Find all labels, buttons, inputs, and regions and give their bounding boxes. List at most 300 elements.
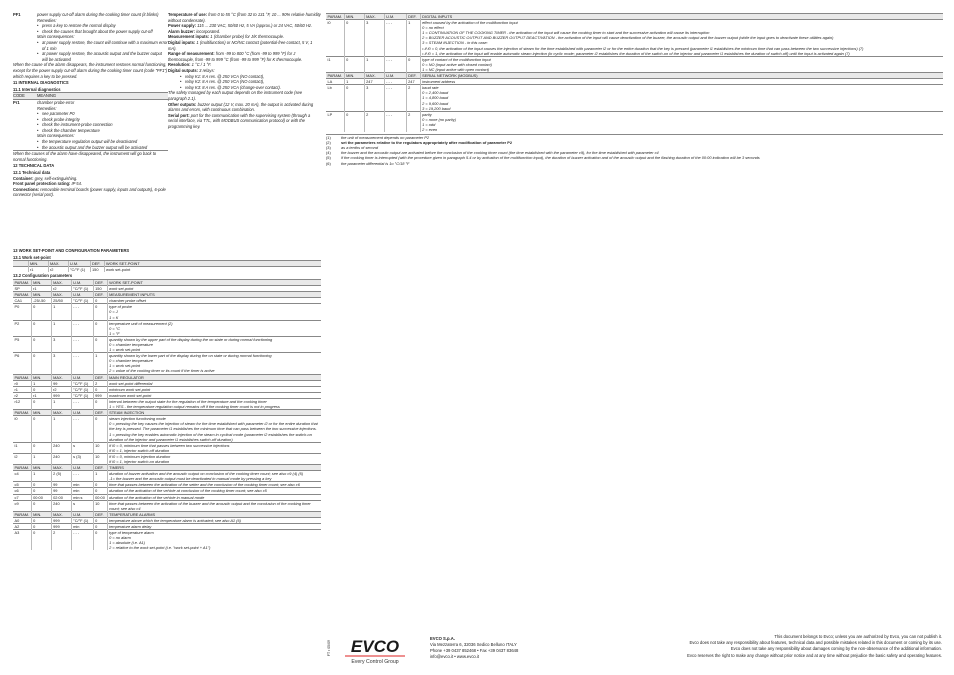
col-header: MIN.: [31, 511, 51, 517]
col-header: PARAM.: [327, 73, 343, 79]
column-3: [326, 12, 943, 166]
col-header: MAX.: [51, 279, 71, 285]
col-header: MIN.: [344, 73, 364, 79]
param-value: min:s: [71, 494, 93, 500]
table-row: [13, 304, 321, 320]
subsection-heading: 13.1 Work set-point: [13, 254, 51, 260]
table-row: [13, 416, 321, 442]
col-header: MEASUREMENT INPUTS: [107, 292, 321, 298]
section-heading: 12 TECHNICAL DATA: [13, 163, 55, 169]
param-description: time that passes between the activation of the buzzer and the acoustic output and the conclusion of the cooking timer count; see also c4: [107, 500, 321, 511]
param-value: 10: [93, 442, 107, 453]
param-description: type of contact of the multifunction input 0 = NO (input active with closed contact) 1 = NC (input active with open contact): [420, 56, 943, 72]
subsection-heading: 12.1 Technical data: [13, 170, 51, 176]
spec-power: Power supply: 115 ... 230 VAC, 50/60 Hz, 5 VA (approx.) or 24 VAC, 50/60 Hz.: [168, 23, 313, 29]
param-code: LP: [326, 111, 344, 132]
col-header: U.M.: [71, 410, 93, 416]
param-value: 999: [93, 392, 107, 398]
param-code: r2: [13, 392, 31, 398]
spec-serial-port: Serial port: port for the communication with the supervising system (through a serial interface, via TTL, with MODBUS communication protocol) or with the programming key.: [168, 112, 311, 129]
param-value: 10: [93, 453, 107, 464]
param-value: °C/°F (1): [71, 386, 93, 392]
param-value: 0: [93, 336, 107, 352]
column-1: [13, 12, 168, 198]
consequences-label: Main consequences:: [37, 133, 75, 139]
param-value: 0: [31, 304, 51, 320]
param-description: quantity shown by the upper part of the display during the on state or during normal functioning 0 = chamber temperature 1 = work set-point: [107, 336, 321, 352]
param-value: 150: [93, 286, 107, 292]
param-value: - - -: [384, 20, 406, 57]
spec-connections: Connections: removable terminal boards (power supply, inputs and outputs), 6-pole connector (serial port).: [13, 186, 166, 198]
list-item: • at power supply restore, the acoustic output and the buzzer output will be activated: [37, 51, 162, 62]
param-value: 0: [344, 56, 364, 72]
col-header: PARAM.: [14, 374, 30, 380]
param-value: 247: [364, 79, 384, 85]
col-header: PARAM.: [14, 292, 30, 298]
spec-other-outputs: Other outputs: buzzer output (12 V, max. 20 mA), the output is activated during alarms and errors, with continuous combination.: [168, 101, 314, 113]
param-value: 0: [344, 85, 364, 111]
table-row: [13, 530, 321, 551]
spec-digital-inputs: Digital inputs: 1 (multifunction) or NO/NC contact (potential-free contact, 5 V, 1 mA).: [168, 39, 313, 51]
section-heading: 13 WORK SET-POINT AND CONFIGURATION PARAMETERS: [13, 248, 130, 253]
param-code: i1: [326, 56, 344, 72]
logo-mark: [343, 635, 407, 665]
footnote-text: the buzzer and the acoustic output are activated before the conclusion of the cooking timer count (the time established with the parameter c9), for the time established with parameter c4: [341, 150, 659, 156]
param-value: 02:00: [51, 494, 71, 500]
footnote: [326, 161, 943, 166]
param-description: quantity shown by the lower part of the display during the on state or during normal functioning 0 = chamber temperature 1 = work set-point 2 = value of the cooking timer or its count if the timer is active: [107, 353, 321, 374]
param-value: - - -: [71, 416, 93, 442]
col-header: MAX.: [51, 292, 71, 298]
param-value: 0: [93, 304, 107, 320]
param-value: 999: [51, 392, 71, 398]
param-value: 0: [31, 353, 51, 374]
param-code: A2: [13, 524, 31, 530]
param-value: - - -: [71, 336, 93, 352]
company-address: Via Mezzaterra 6, 32036 Sedico Belluno ITALY: [430, 642, 517, 647]
param-value: 0: [31, 530, 51, 551]
pf1-entry: [13, 12, 168, 62]
param-description: interval between the output state for the regulation of the temperature and the cooking timer 1 = YES - the temperature regulation output remains off if the cooking timer count is not in progress: [107, 398, 321, 409]
param-value: - - -: [71, 353, 93, 374]
param-value: 999: [51, 524, 71, 530]
param-description: instrument address: [420, 79, 943, 85]
param-value: s: [71, 442, 93, 453]
param-value: 1: [51, 416, 71, 442]
param-value: 0: [31, 416, 51, 442]
param-value: 240: [51, 500, 71, 511]
param-value: 3: [51, 353, 71, 374]
param-value: °C/°F (1): [71, 298, 93, 304]
spec-container: Container: grey, self-extinguishing.: [13, 175, 78, 181]
param-value: 0: [31, 482, 51, 488]
col-header: MIN.: [31, 465, 51, 471]
col-header: MAX.: [51, 511, 71, 517]
spec-range: Range of measurement: from -99 to 800 °C (from -99 to 999 °F) for J thermocouple, from -99 to 999 °C (from -99 to 999 °F) for K thermocouple.: [168, 51, 303, 62]
footnote-marker: (6): [326, 160, 331, 166]
param-value: 0: [93, 298, 107, 304]
subsection-heading: 11.1 Internal diagnostics: [13, 86, 61, 92]
list-item: • press a key to restore the normal display: [37, 23, 116, 29]
spec-resolution: Resolution: 1 °C / 1 °F.: [168, 62, 212, 68]
param-value: 1: [93, 471, 107, 482]
param-code: A0: [13, 517, 31, 523]
section-heading: 11 INTERNAL DIAGNOSTICS: [13, 80, 69, 86]
param-description: time that passes between the activation of the setter and the conclusion of the cooking timer count; see also c6: [107, 482, 321, 488]
pr1-note: When the causes of the alarm have disappeared, the instrument will go back to normal functioning.: [13, 150, 168, 162]
param-value: 1: [51, 320, 71, 336]
param-value: 1: [93, 353, 107, 374]
param-value: - - -: [71, 471, 93, 482]
col-header: PARAM.: [14, 465, 30, 471]
param-description: minimum work set-point: [107, 386, 321, 392]
list-item: • relay K3: 8 A res. @ 250 VCA (change-over contact).: [180, 84, 281, 90]
col-header: DEF.: [93, 511, 107, 517]
param-value: 99: [51, 380, 71, 386]
param-value: 0: [31, 320, 51, 336]
list-item: • the temperature regulation output will be deactivated: [37, 139, 138, 145]
param-value: 1: [31, 471, 51, 482]
col-header: PARAM.: [327, 14, 343, 19]
param-code: P2: [13, 320, 31, 336]
col-header: U.M.: [71, 292, 93, 298]
param-description: parity 0 = none (no parity) 1 = odd 2 = even: [420, 111, 943, 132]
relay-note: The safety managed by each output depends on the instrument code (see paragraph 2.1).: [168, 90, 303, 101]
table-row: [326, 111, 943, 132]
param-value: 0: [31, 524, 51, 530]
param-description: temperature alarm delay: [107, 524, 321, 530]
company-name: EVCO S.p.A.: [430, 636, 455, 641]
param-value: min: [71, 488, 93, 494]
param-value: 0: [31, 500, 51, 511]
col-header: PARAM.: [14, 279, 30, 285]
column-2: [168, 12, 321, 129]
param-value: 0: [406, 56, 420, 72]
param-value: 10: [93, 500, 107, 511]
param-value: 1: [51, 304, 71, 320]
param-value: °C/°F (1): [71, 392, 93, 398]
param-value: 25/50: [51, 298, 71, 304]
footnote-text: the unit of measurement depends on parameter P2: [341, 135, 430, 141]
table-row: [326, 85, 943, 111]
param-value: 2: [51, 530, 71, 551]
col-header: DIGITAL INPUTS: [420, 14, 943, 20]
table-row: [13, 442, 321, 453]
col-header: WORK SET-POINT: [107, 279, 321, 285]
footnote-text: as a tenths of second: [341, 145, 378, 151]
param-description: type of probe 0 = J 1 = K: [107, 304, 321, 320]
param-value: °C/°F (1): [71, 380, 93, 386]
param-value: 999: [51, 517, 71, 523]
param-value: - - -: [71, 304, 93, 320]
param-code: P5: [13, 336, 31, 352]
col-header: U.M.: [384, 73, 406, 79]
param-value: 0: [31, 517, 51, 523]
param-value: - - -: [71, 398, 93, 409]
param-code: r0: [13, 380, 31, 386]
col-header: DEF.: [93, 374, 107, 380]
param-description: temperature above which the temperature alarm is activated; see also A1 (6): [107, 517, 321, 523]
param-description: effect caused by the activation of the multifunction input 0 = no effect 1 = CONTINUATION OF THE COOKING TIMER - the activation of the input will cause the cooking timer to start and the successive activation will cause its interruption 2 = BUZZER ACOUSTIC OUTPUT AND BUZZER OUTPUT DEACTIVATION - the activation of the input will cause deactivation of the buzzer, the acoustic output and the buzzer output (while the input goes to deactivate these utilities again) 3 = STEAM INJECTION - in this case: • if i0 = 0, the activation of the input causes the injection of steam for the time established with parameter i2 or for the entire duration that the key is pressed (parameter i1 establishes the minimum time that can pass between the two successive injections) (7) • if i0 = 1, the activation of the input will enable automatic steam injection (in cyclic mode; parameter i2 establishes the duration of the switch-on of the injector and parameter i1 establishes the duration of switch-off) until the input is activated again (7): [420, 20, 943, 57]
param-value: - - -: [71, 320, 93, 336]
param-code: Lb: [326, 85, 344, 111]
col-header: DEF.: [93, 410, 107, 416]
legal-line: Evco does not take any responsibility about features, technical data and possible mistakes related in this document or coming by its use.: [689, 640, 942, 646]
col-header: SERIAL NETWORK (MODBUS): [420, 73, 943, 79]
param-code: A3: [13, 530, 31, 551]
table-row: [13, 320, 321, 336]
param-value: 99: [51, 482, 71, 488]
pr1-entry: [13, 99, 168, 150]
param-value: 2: [406, 111, 420, 132]
col-header-meaning: MEANING: [37, 93, 57, 99]
param-value: - - -: [384, 79, 406, 85]
footnotes: [326, 134, 943, 166]
col-header: DEF.: [93, 465, 107, 471]
col-header: PARAM.: [14, 410, 30, 416]
param-description: baud rate 0 = 2,400 baud 1 = 4,800 baud 2 = 9,600 baud 3 = 19,200 baud: [420, 85, 943, 111]
consequences-label: Main consequences:: [37, 34, 75, 40]
col-header: U.M.: [71, 279, 93, 285]
company-web: info@evco.it • www.evco.it: [430, 654, 480, 659]
company-phone: Phone +39 0437 852468 • Fax +39 0437 83648: [430, 648, 519, 653]
param-value: 1: [31, 380, 51, 386]
param-description: steam injection functioning mode 0 = pressing the key causes the injection of steam for the time established with parameter i2 or for the entire duration that the key is pressed. The parameter i1 establishes the minimum time that can pass between the two successive injections. 1 = pressing the key enables automatic injection of the steam in cyclical mode (parameter i2 establishes the switch-on duration of the injector and parameter i1 establishes switch-off duration): [107, 416, 321, 442]
param-code: i0: [13, 416, 31, 442]
table-row: [13, 500, 321, 511]
list-item: • relay K2: 8 A res. @ 250 VCA (NO contact),: [180, 79, 265, 85]
subsection-heading: 13.2 Configuration parameters: [13, 273, 73, 279]
param-code: r12: [13, 398, 31, 409]
param-value: 1: [406, 20, 420, 57]
param-value: 0: [31, 488, 51, 494]
param-value: min: [71, 524, 93, 530]
param-code: i0: [326, 20, 344, 57]
config-parameters-table: [13, 279, 321, 551]
param-value: 2: [406, 85, 420, 111]
spec-temp-use: Temperature of use: from 0 to 55 °C (from 32 to 131 °F, 10 ... 90% relative humidity without condensate).: [168, 12, 321, 23]
param-description: duration of the activation of the vehicle in manual mode: [107, 494, 321, 500]
param-code: i2: [13, 453, 31, 464]
table-row: [326, 56, 943, 72]
param-value: 1: [31, 453, 51, 464]
col-header: DEF.: [406, 73, 420, 79]
param-value: min: [71, 482, 93, 488]
col-header: PARAM.: [14, 511, 30, 517]
legal-line: Evco does not take any responsibility about damages coming by the non-observance of the additional information.: [730, 646, 942, 652]
param-description: if i0 = 0, minimum injection duration if i0 = 1, injector switch-on duration: [107, 453, 321, 464]
param-value: 00:00: [93, 494, 107, 500]
footnote-marker: (1): [326, 135, 331, 141]
col-header: DEF.: [93, 292, 107, 298]
col-header: MIN.: [31, 410, 51, 416]
param-value: 0: [93, 482, 107, 488]
param-value: 0: [93, 524, 107, 530]
spec-buzzer: Alarm buzzer: incorporated.: [168, 28, 221, 34]
param-value: 240: [51, 442, 71, 453]
param-value: r1: [31, 392, 51, 398]
footnote-text: set the parameters relative to the regulators appropriately after modification of parameter P2: [341, 140, 513, 146]
list-item: • the acoustic output and the buzzer output will be activated: [37, 144, 148, 150]
edition-code: FT • 05/09: [327, 640, 331, 657]
logo-word: EVCO: [350, 637, 400, 656]
param-description: work set-point differential: [107, 380, 321, 386]
logo-tagline: Every Control Group: [351, 659, 399, 665]
table-row: [13, 471, 321, 482]
param-value: - - -: [71, 530, 93, 551]
col-header: TEMPERATURE ALARMS: [107, 511, 321, 517]
list-item: • check the causes that brought about the power supply cut-off: [37, 28, 153, 34]
param-value: s (3): [71, 453, 93, 464]
param-value: 1: [364, 56, 384, 72]
company-info: [430, 636, 518, 660]
footnote-text: if the cooking timer is interrupted (with the procedure given in paragraph 5.4 or by activation of the multifunction input), the duration of buzzer activation and of the acoustic output and the flashing duration of the 00:00 indication will be 3 seconds: [341, 155, 760, 161]
list-item: • check probe integrity: [37, 116, 80, 122]
param-value: r2: [51, 386, 71, 392]
param-description: duration of the activation of the vehicle at conclusion of the cooking timer count; see also c5: [107, 488, 321, 494]
col-header-code: CODE: [13, 93, 25, 99]
list-item: • at power supply restore, the count will continue with a maximum error of 1 min: [37, 39, 168, 51]
param-code: SP: [13, 286, 31, 292]
param-value: 2 (5): [51, 471, 71, 482]
param-value: 3: [364, 85, 384, 111]
param-value: 0: [31, 336, 51, 352]
pr1-description: chamber probe error: [37, 99, 75, 105]
param-value: 3: [364, 20, 384, 57]
col-header: MAIN REGULATOR: [107, 374, 321, 380]
legal-line: Evco reserves the right to make any change without prior notice and at any time without prejudice the basic safety and operating features.: [687, 652, 942, 658]
setpoint-table: [13, 260, 321, 272]
param-value: 99: [51, 488, 71, 494]
param-code: c6: [13, 488, 31, 494]
parameters-section: [13, 247, 321, 550]
param-value: 2: [364, 111, 384, 132]
col-header: MIN.: [31, 292, 51, 298]
col-header: MAX.: [364, 14, 384, 20]
param-value: - - -: [384, 111, 406, 132]
table-row: [13, 453, 321, 464]
param-value: 0: [93, 488, 107, 494]
table-row: [13, 398, 321, 409]
param-value: 0: [93, 320, 107, 336]
list-item: • check the instrument-probe connection: [37, 122, 113, 128]
param-code: i1: [13, 442, 31, 453]
param-description: maximum work set-point: [107, 392, 321, 398]
pf1-note: When the cause of the alarm disappears, the instrument restores normal functioning, except for the power supply cut-off alarm during the cooking timer count (code "PF1") which requires a key to be pressed.: [13, 62, 168, 79]
param-value: 0: [31, 386, 51, 392]
param-value: 1: [344, 79, 364, 85]
param-value: 0: [31, 398, 51, 409]
param-value: - - -: [384, 85, 406, 111]
param-value: r1: [31, 286, 51, 292]
param-code: c4: [13, 471, 31, 482]
param-code: P0: [13, 304, 31, 320]
pf1-code: PF1: [13, 12, 21, 17]
footnote-marker: (4): [326, 150, 331, 156]
col-header: MAX.: [51, 410, 71, 416]
col-header: U.M.: [71, 511, 93, 517]
col-header: STEAM INJECTION: [107, 410, 321, 416]
param-value: s: [71, 500, 93, 511]
col-header: TIMERS: [107, 465, 321, 471]
col-header: MAX.: [51, 465, 71, 471]
spec-digital-outputs: Digital outputs: 3 relays:: [168, 67, 215, 73]
footnote-text: the parameter differential is 1o °C/18 °F: [341, 160, 410, 166]
col-header: U.M.: [384, 14, 406, 20]
diag-table-header: [13, 92, 168, 99]
list-item: • relay K1: 8 A res. @ 250 VCA (NO contact),: [180, 73, 265, 79]
param-value: -25/-50: [31, 298, 51, 304]
param-value: 0: [93, 398, 107, 409]
legal-notice: [582, 634, 942, 659]
right-parameters-table: [326, 13, 943, 132]
param-value: 0: [344, 111, 364, 132]
col-header: U.M.: [71, 465, 93, 471]
param-code: c7: [13, 494, 31, 500]
param-value: °C/°F (1): [71, 286, 93, 292]
param-value: 3: [51, 336, 71, 352]
col-header: MIN.: [344, 14, 364, 20]
col-header: DEF.: [93, 279, 107, 285]
remedies-label: Remedies:: [37, 105, 57, 111]
col-header: DEF.: [406, 14, 420, 20]
param-description: chamber probe offset: [107, 298, 321, 304]
param-value: 1: [51, 398, 71, 409]
col-header: MIN.: [31, 374, 51, 380]
param-value: °C/°F (1): [71, 517, 93, 523]
param-value: 0: [31, 442, 51, 453]
remedies-label: Remedies:: [37, 17, 57, 23]
spec-measurement: Measurement inputs: 1 (chamber probe) for J/K thermocouple.: [168, 34, 285, 40]
pr1-code: Pr1: [13, 99, 20, 105]
table-row: [326, 20, 943, 57]
param-description: temperature unit of measurement (2) 0 = °C 1 = °F: [107, 320, 321, 336]
param-value: 0: [93, 416, 107, 442]
legal-line: This document belongs to Evco; unless you are authorized by Evco, you can not publish it.: [774, 634, 942, 639]
param-description: duration of buzzer activation and the acoustic output on conclusion of the cooking timer count; see also c9 (4) (5) -1= the buzzer and the acoustic output must be deactivated in manual mode by pressing a key: [107, 471, 321, 482]
param-code: P6: [13, 353, 31, 374]
evco-logo: [343, 635, 407, 665]
table-row: r1 r2 °C/°F (1) 150 work set-point: [13, 267, 321, 273]
param-code: c5: [13, 482, 31, 488]
param-description: type of temperature alarm 0 = no alarm 1 = absolute (i.e. A1) 2 = relative to the work set-point (i.e. "work set-point + A1"): [107, 530, 321, 551]
param-value: - - -: [384, 56, 406, 72]
param-value: 0: [344, 20, 364, 57]
param-value: r2: [51, 286, 71, 292]
param-value: 00:00: [31, 494, 51, 500]
param-description: work set-point: [107, 286, 321, 292]
param-value: 240: [51, 453, 71, 464]
param-code: c9: [13, 500, 31, 511]
list-item: • see parameter P0: [37, 111, 75, 117]
footnote-marker: (2): [326, 140, 331, 146]
table-header: MIN. MAX. U.M. DEF. WORK SET-POINT: [13, 261, 321, 267]
footnote-marker: (5): [326, 155, 331, 161]
footnote-marker: (3): [326, 145, 331, 151]
pf1-description: power supply cut-off alarm during the cooking timer count (it blinks): [37, 12, 159, 17]
col-header: MIN.: [31, 279, 51, 285]
param-value: 0: [93, 517, 107, 523]
table-row: [13, 353, 321, 374]
param-value: 247: [406, 79, 420, 85]
param-description: if i0 = 0, minimum time that passes between two successive injections if i0 = 1, injector switch-off duration: [107, 442, 321, 453]
col-header: U.M.: [71, 374, 93, 380]
spec-front-panel: Front panel protection rating: IP 54.: [13, 181, 82, 187]
list-item: • check the chamber temperature: [37, 127, 100, 133]
table-row: [13, 336, 321, 352]
param-value: 2: [93, 380, 107, 386]
param-code: CA1: [13, 298, 31, 304]
